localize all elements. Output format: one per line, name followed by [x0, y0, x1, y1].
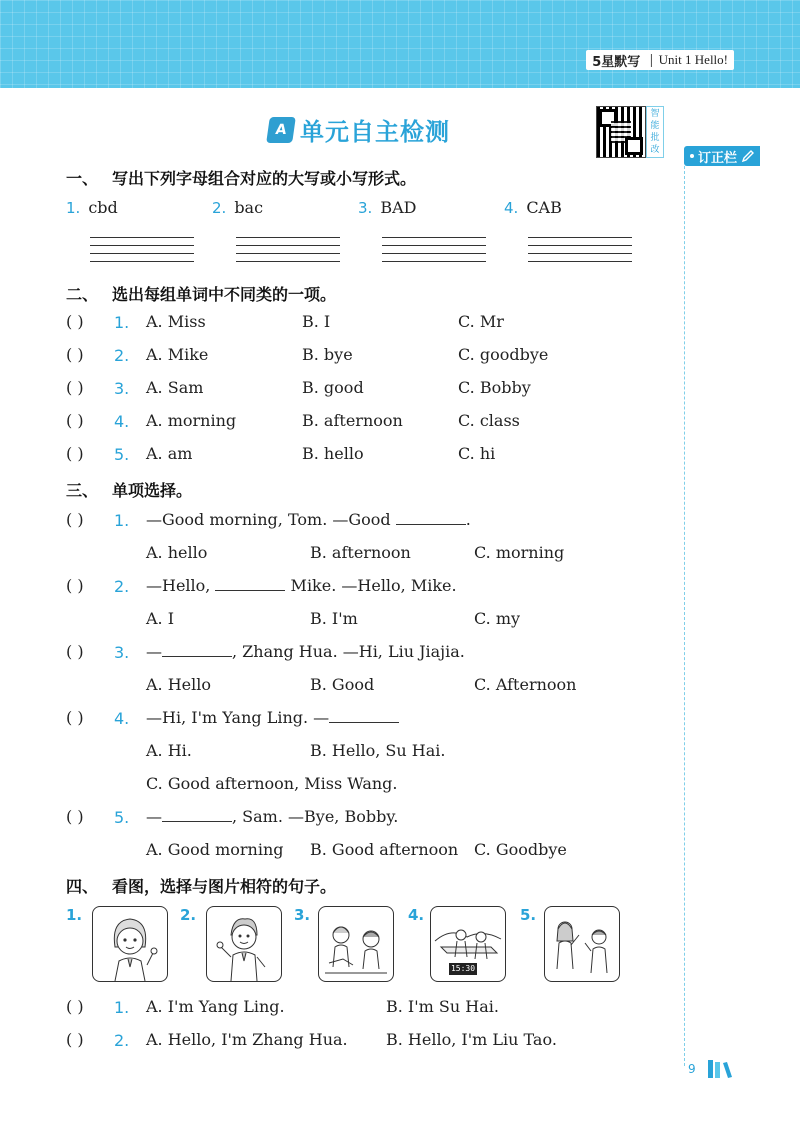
question-stem — [146, 708, 399, 727]
two-children-picture — [318, 906, 394, 982]
option-a: A. morning — [146, 411, 237, 430]
brand-label: 5星默写 — [592, 54, 641, 70]
letters-item — [212, 198, 263, 217]
option-a: A. Hi. — [146, 741, 192, 760]
picture-number: 3. — [294, 906, 311, 924]
question-stem — [146, 576, 457, 595]
option-b: B. Hello, I'm Liu Tao. — [386, 1030, 557, 1049]
letters-text: BAD — [380, 198, 417, 217]
answer-bracket[interactable]: ( ) — [66, 997, 84, 1016]
option-b: B. hello — [302, 444, 364, 463]
option-b: B. Good — [310, 675, 375, 694]
stem-text: Mike. —Hello, Mike. — [285, 576, 457, 595]
answer-bracket[interactable]: ( ) — [66, 378, 84, 397]
stem-text: , Sam. —Bye, Bobby. — [232, 807, 399, 826]
writing-lines[interactable] — [382, 230, 486, 262]
question-number: 4. — [504, 199, 519, 217]
answer-bracket[interactable]: ( ) — [66, 1030, 84, 1049]
question-number: 3. — [358, 199, 373, 217]
stem-text: , Zhang Hua. —Hi, Liu Jiajia. — [232, 642, 465, 661]
letters-item — [358, 198, 416, 217]
section-number: 四、 — [66, 877, 99, 896]
question-number: 2. — [114, 577, 130, 596]
correction-column-divider — [684, 166, 685, 1066]
option-c: C. Good afternoon, Miss Wang. — [146, 774, 398, 793]
clock-readout: 15:30 — [450, 964, 476, 973]
answer-bracket[interactable]: ( ) — [66, 411, 84, 430]
writing-lines[interactable] — [236, 230, 340, 262]
section-1-heading — [66, 166, 416, 189]
option-c: C. goodbye — [458, 345, 549, 364]
correction-column-label: 订正栏 — [698, 150, 738, 166]
writing-lines[interactable] — [528, 230, 632, 262]
question-number: 2. — [114, 346, 130, 365]
section-title: 选出每组单词中不同类的一项。 — [112, 285, 337, 304]
question-stem — [146, 807, 398, 826]
option-b: B. I — [302, 312, 331, 331]
option-a: A. Hello, I'm Zhang Hua. — [146, 1030, 348, 1049]
option-a: A. am — [146, 444, 193, 463]
section-title: 单项选择。 — [112, 481, 193, 500]
option-b: B. I'm — [310, 609, 358, 628]
question-stem — [146, 642, 465, 661]
answer-bracket[interactable]: ( ) — [66, 510, 84, 529]
option-a: A. I — [146, 609, 175, 628]
option-a: A. Good morning — [146, 840, 284, 859]
title-text: 单元自主检测 — [300, 118, 450, 146]
separator: | — [649, 52, 654, 68]
unit-label: Unit 1 Hello! — [658, 52, 728, 67]
page-header — [0, 0, 800, 88]
stem-text: —Hello, — [146, 576, 216, 595]
picture-number: 2. — [180, 906, 197, 924]
question-number: 5. — [114, 445, 130, 464]
option-c: C. Mr — [458, 312, 504, 331]
girl-waving-picture — [92, 906, 168, 982]
answer-bracket[interactable]: ( ) — [66, 444, 84, 463]
option-b: B. Hello, Su Hai. — [310, 741, 446, 760]
option-c: C. class — [458, 411, 520, 430]
page-title — [268, 112, 450, 147]
question-number: 4. — [114, 709, 130, 728]
letters-text: cbd — [88, 198, 118, 217]
section-title: 写出下列字母组合对应的大写或小写形式。 — [112, 169, 417, 188]
option-b: B. afternoon — [310, 543, 411, 562]
option-c: C. hi — [458, 444, 496, 463]
letters-text: CAB — [526, 198, 562, 217]
option-c: C. my — [474, 609, 521, 628]
option-a: A. hello — [146, 543, 208, 562]
question-number: 5. — [114, 808, 130, 827]
unit-tag — [586, 50, 734, 70]
option-c: C. Goodbye — [474, 840, 567, 859]
answer-bracket[interactable]: ( ) — [66, 312, 84, 331]
dot-icon — [690, 154, 694, 158]
answer-blank[interactable] — [215, 576, 285, 591]
question-number: 3. — [114, 379, 130, 398]
qr-label: 智能批改 — [646, 106, 664, 158]
option-a: A. Miss — [146, 312, 206, 331]
option-a: A. Hello — [146, 675, 212, 694]
books-icon — [706, 1058, 736, 1080]
page-number: 9 — [688, 1062, 696, 1076]
option-b: B. Good afternoon — [310, 840, 459, 859]
children-goodbye-picture — [544, 906, 620, 982]
answer-bracket[interactable]: ( ) — [66, 576, 84, 595]
option-c: C. Bobby — [458, 378, 531, 397]
stem-text: — — [146, 807, 162, 826]
correction-column-tag — [684, 146, 760, 166]
question-number: 2. — [212, 199, 227, 217]
boy-waving-picture — [206, 906, 282, 982]
option-b: B. afternoon — [302, 411, 403, 430]
option-a: A. I'm Yang Ling. — [146, 997, 285, 1016]
pencil-icon — [741, 149, 755, 163]
option-b: B. I'm Su Hai. — [386, 997, 499, 1016]
letters-item — [504, 198, 562, 217]
question-stem — [146, 510, 471, 529]
picture-number: 4. — [408, 906, 425, 924]
answer-blank[interactable] — [396, 510, 466, 525]
picture-number: 1. — [66, 906, 83, 924]
section-title: 看图，选择与图片相符的句子。 — [112, 877, 337, 896]
writing-lines[interactable] — [90, 230, 194, 262]
option-c: C. morning — [474, 543, 565, 562]
option-b: B. good — [302, 378, 364, 397]
answer-blank[interactable] — [162, 642, 232, 657]
stem-text: — — [146, 642, 162, 661]
question-number: 3. — [114, 643, 130, 662]
section-number: 三、 — [66, 481, 99, 500]
letters-text: bac — [234, 198, 264, 217]
answer-bracket[interactable]: ( ) — [66, 642, 84, 661]
letters-item — [66, 198, 118, 217]
option-c: C. Afternoon — [474, 675, 577, 694]
answer-bracket[interactable]: ( ) — [66, 345, 84, 364]
question-number: 4. — [114, 412, 130, 431]
question-number: 1. — [114, 511, 130, 530]
section-number: 一、 — [66, 169, 99, 188]
picture-number: 5. — [520, 906, 537, 924]
answer-blank[interactable] — [162, 807, 232, 822]
option-b: B. bye — [302, 345, 353, 364]
question-number: 1. — [114, 313, 130, 332]
stem-text: —Good morning, Tom. —Good — [146, 510, 396, 529]
title-logo-icon: A — [266, 117, 296, 143]
answer-bracket[interactable]: ( ) — [66, 807, 84, 826]
question-number: 1. — [114, 998, 130, 1017]
section-number: 二、 — [66, 285, 99, 304]
section-4-heading — [66, 874, 336, 897]
stem-text: —Hi, I'm Yang Ling. — — [146, 708, 330, 727]
answer-bracket[interactable]: ( ) — [66, 708, 84, 727]
question-number: 2. — [114, 1031, 130, 1050]
qr-code-icon[interactable] — [596, 106, 646, 158]
option-a: A. Sam — [146, 378, 204, 397]
section-3-heading — [66, 478, 192, 501]
stem-text: . — [465, 510, 471, 529]
clock-15-30-picture — [430, 906, 506, 982]
question-number: 1. — [66, 199, 81, 217]
option-a: A. Mike — [146, 345, 209, 364]
answer-blank[interactable] — [329, 708, 399, 723]
section-2-heading — [66, 282, 336, 305]
